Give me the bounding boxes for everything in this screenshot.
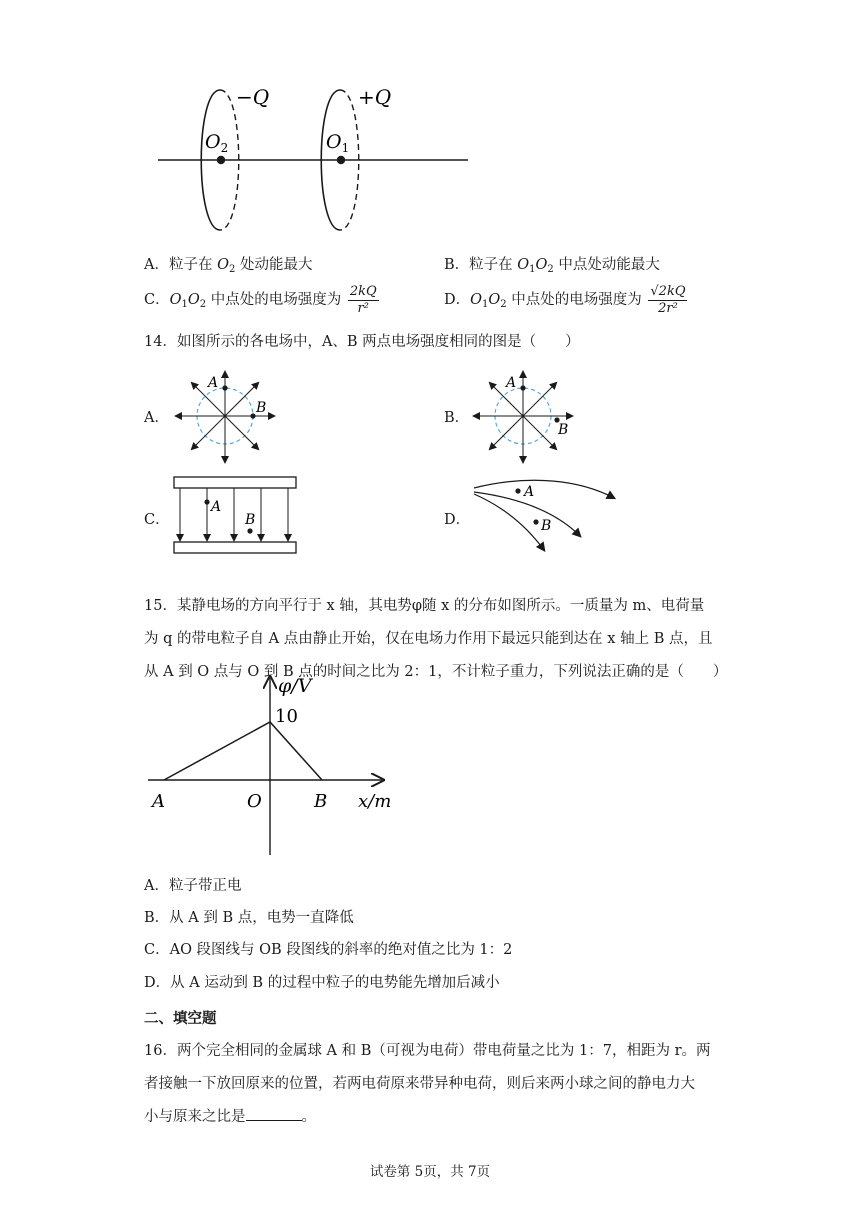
answer-blank[interactable] [246, 1106, 302, 1121]
q14-option-b-label: B． [444, 410, 470, 426]
q13-ring-figure [150, 80, 480, 240]
q14-figure-d-curved-field [470, 474, 630, 556]
q15-option-a: A．粒子带正电 [144, 878, 242, 894]
fraction-2kq-r2: $\frac{2kQ}{\text{r²}}$ [349, 284, 377, 316]
section-title-fill-in: 二、填空题 [144, 1010, 217, 1027]
fraction-root2kq-2r2: $\frac{√2kQ}{\text{2r²}}$ [650, 284, 686, 316]
q15-option-d: D．从 A 运动到 B 的过程中粒子的电势能先增加后减小 [144, 975, 500, 991]
q14-stem: 14．如图所示的各电场中，A、B 两点电场强度相同的图是（ ） [144, 334, 580, 350]
q13-option-d: D．$O_1O_2$ 中点处的电场强度为 $\frac{√2kQ}{\text{2r²}}$ [444, 284, 686, 316]
point-a-label: A [524, 484, 535, 500]
q14-figure-b-radial-field [470, 368, 580, 468]
x-axis-label: x/m [358, 791, 392, 812]
label-a: A [152, 791, 165, 812]
q13-option-c: C．$O_1O_2$ 中点处的电场强度为 $\frac{2kQ}{\text{r²}}$ [144, 284, 377, 316]
point-b-label: B [558, 422, 569, 438]
left-center-label: $O_2$ [205, 131, 229, 155]
y-axis-label: φ/V [278, 675, 312, 697]
point-b-label: B [245, 512, 256, 528]
q15-option-b: B．从 A 到 B 点，电势一直降低 [144, 910, 354, 926]
q15-stem: 15．某静电场的方向平行于 x 轴，其电势φ随 x 的分布如图所示。一质量为 m、电荷量 为 q 的带电粒子自 A 点由静止开始，仅在电场力作用下最远只能到达在 x 轴上 B 点，且 从 A 到 O 点与 O 到 B 点的时间之比为 2：1，不计粒子重力，下列说法正确的是（ ） [144, 598, 728, 680]
point-a-label: A [506, 375, 517, 391]
point-b-label: B [541, 518, 552, 534]
left-ring-charge: −Q [236, 85, 270, 109]
q16-stem: 16．两个完全相同的金属球 A 和 B（可视为电荷）带电荷量之比为 1：7，相距为 r。两 者接触一下放回原来的位置，若两电荷原来带异种电荷，则后来两小球之间的静电力大 小与原来之比是 。 [144, 1043, 711, 1125]
q13-option-a: A．粒子在 $O_2$ 处动能最大 [144, 257, 313, 275]
label-o: O [247, 791, 262, 812]
q14-figure-a-radial-field [172, 368, 282, 468]
page-footer: 试卷第 5页，共 7页 [369, 1164, 491, 1180]
point-b-label: B [256, 400, 267, 416]
label-b: B [314, 791, 328, 812]
q14-option-a-label: A． [144, 410, 169, 426]
right-ring-charge: +Q [358, 85, 392, 109]
q14-figure-c-uniform-field [170, 474, 302, 556]
q14-option-d-label: D． [444, 512, 471, 528]
point-a-label: A [208, 375, 219, 391]
q15-potential-graph [144, 670, 404, 860]
point-a-label: A [211, 499, 222, 515]
q14-option-c-label: C． [144, 512, 170, 528]
q15-option-c: C．AO 段图线与 OB 段图线的斜率的绝对值之比为 1：2 [144, 942, 513, 958]
right-center-label: $O_1$ [326, 131, 350, 155]
peak-value-label: 10 [275, 706, 298, 727]
q13-option-b: B．粒子在 $O_1O_2$ 中点处动能最大 [444, 257, 660, 275]
